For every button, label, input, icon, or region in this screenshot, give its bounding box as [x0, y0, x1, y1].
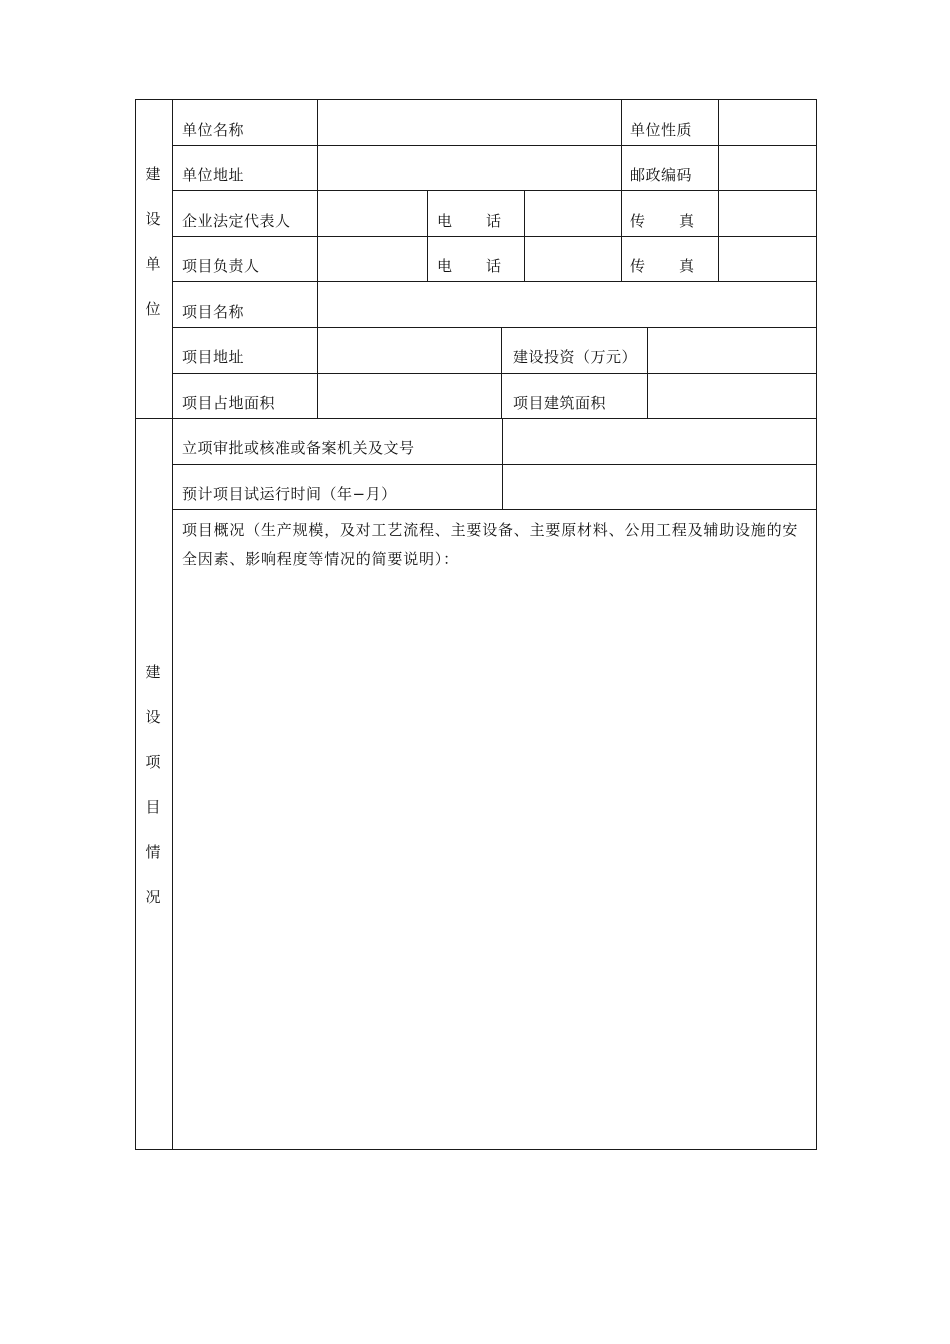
project-leader-field[interactable] — [318, 237, 427, 281]
side-char: 设 — [145, 210, 161, 228]
side-char: 情 — [145, 843, 161, 861]
side-char: 设 — [145, 708, 161, 726]
investment-label: 建设投资（万元） — [513, 348, 638, 366]
col-divider — [501, 327, 502, 419]
legal-rep-phone-field[interactable] — [525, 191, 621, 236]
trial-run-label: 预计项目试运行时间（年−月） — [182, 485, 397, 503]
unit-address-field[interactable] — [318, 146, 621, 190]
fax-label: 传真 — [630, 212, 729, 230]
table-border-left — [135, 99, 136, 1150]
building-area-label: 项目建筑面积 — [513, 394, 607, 412]
project-name-label: 项目名称 — [182, 303, 245, 321]
overview-field[interactable] — [173, 569, 816, 1149]
project-leader-fax-field[interactable] — [719, 237, 816, 281]
unit-nature-field[interactable] — [719, 100, 816, 145]
approval-field[interactable] — [503, 419, 816, 464]
trial-run-field[interactable] — [503, 465, 816, 509]
table-border-right — [816, 99, 817, 1150]
side-char: 建 — [145, 663, 161, 681]
phone-label: 电话 — [437, 212, 536, 230]
side-char: 位 — [145, 300, 161, 318]
project-name-field[interactable] — [318, 282, 816, 327]
project-leader-phone-field[interactable] — [525, 237, 621, 281]
side-char: 目 — [145, 798, 161, 816]
unit-nature-label: 单位性质 — [630, 121, 693, 139]
postal-code-label: 邮政编码 — [630, 166, 693, 184]
table-border-bottom — [135, 1149, 817, 1150]
unit-name-label: 单位名称 — [182, 121, 245, 139]
land-area-label: 项目占地面积 — [182, 394, 276, 412]
side-char: 建 — [145, 165, 161, 183]
project-address-label: 项目地址 — [182, 348, 245, 366]
application-form — [135, 99, 817, 1150]
postal-code-field[interactable] — [719, 146, 816, 190]
land-area-field[interactable] — [318, 374, 501, 418]
legal-rep-label: 企业法定代表人 — [182, 212, 291, 230]
fax-label: 传真 — [630, 257, 729, 275]
unit-address-label: 单位地址 — [182, 166, 245, 184]
side-char: 单 — [145, 255, 161, 273]
project-leader-label: 项目负责人 — [182, 257, 260, 275]
phone-label: 电话 — [437, 257, 536, 275]
project-address-field[interactable] — [318, 328, 501, 373]
row-divider — [172, 509, 817, 510]
legal-rep-fax-field[interactable] — [719, 191, 816, 236]
col-divider — [427, 190, 428, 282]
side-char: 项 — [145, 753, 161, 771]
approval-label: 立项审批或核准或备案机关及文号 — [182, 439, 415, 457]
project-overview-label: 项目概况（生产规模，及对工艺流程、主要设备、主要原材料、公用工程及辅助设施的安全因素、影响程度等情况的简要说明）： — [182, 521, 799, 568]
investment-field[interactable] — [648, 328, 816, 373]
col-divider — [621, 99, 622, 282]
side-char: 况 — [145, 888, 161, 906]
legal-rep-field[interactable] — [318, 191, 427, 236]
unit-name-field[interactable] — [318, 100, 621, 145]
building-area-field[interactable] — [648, 374, 816, 418]
